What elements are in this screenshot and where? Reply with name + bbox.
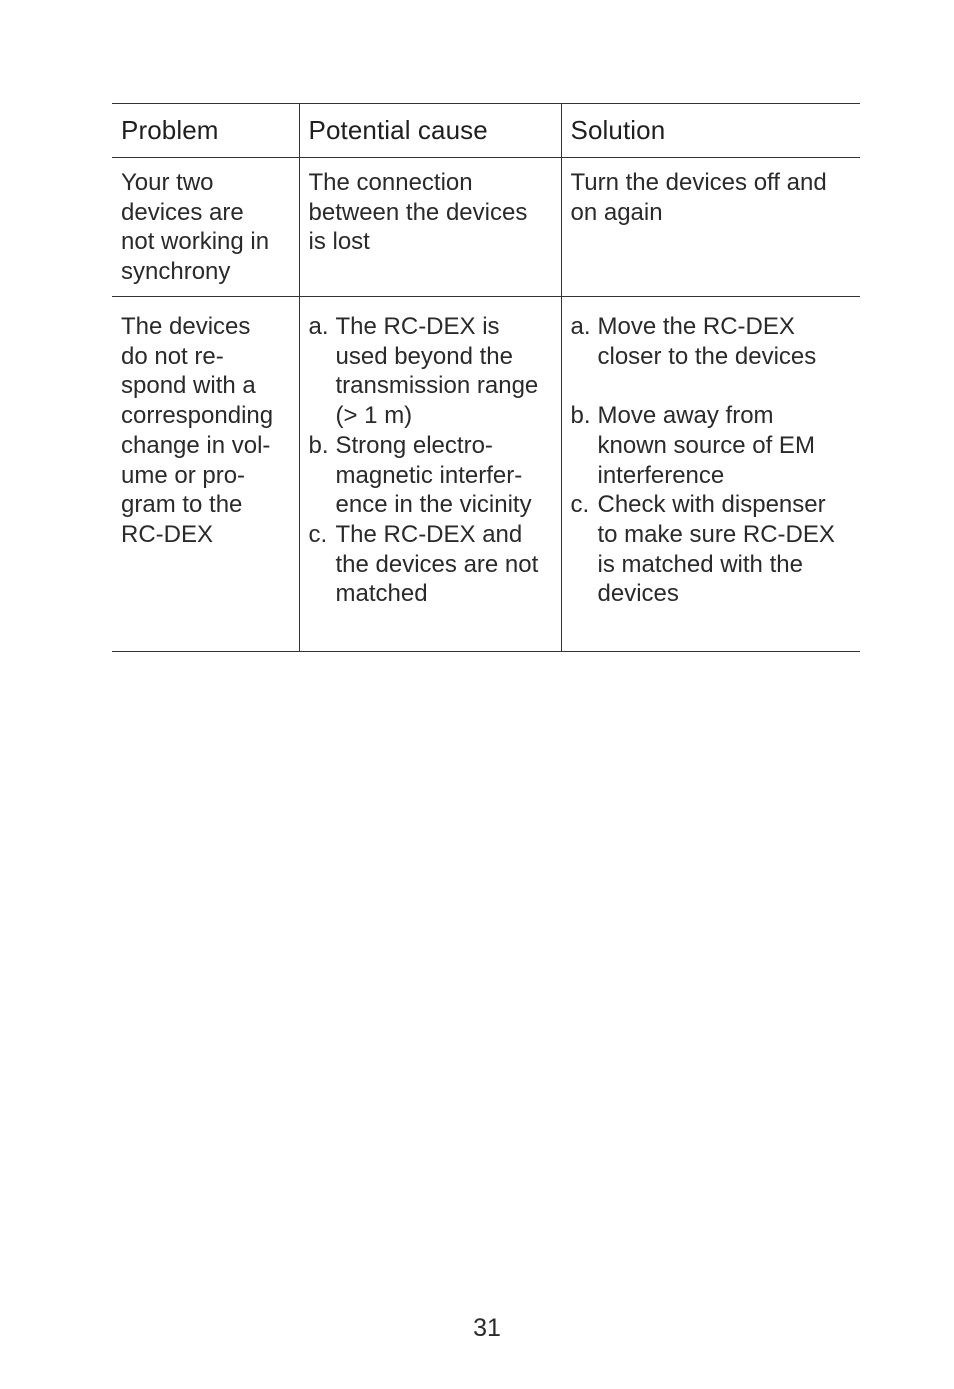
solution-cell [561, 158, 860, 297]
cause-cell [299, 297, 561, 652]
header-problem: Problem [112, 104, 299, 158]
item-letter: b. [570, 402, 591, 430]
solution-cell [561, 297, 860, 652]
item-letter: a. [570, 313, 591, 340]
cause-item-b [309, 431, 553, 520]
problem-text: Your two devices are not working in synchrony [121, 169, 270, 286]
item-letter: b. [308, 431, 329, 459]
problem-cell [112, 158, 299, 297]
item-letter: c. [308, 520, 328, 548]
problem-cell [112, 297, 299, 652]
cause-cell [299, 158, 561, 297]
table-row [112, 297, 860, 652]
cause-item-c [309, 520, 553, 609]
item-text: The RC-DEX is used beyond the transmission range (> 1 m) [335, 313, 539, 430]
item-text: Move away from known source of EM interference [597, 402, 815, 489]
item-text: Check with dispenser to make sure RC-DEX is matched with the devices [597, 491, 835, 608]
solution-text: Turn the devices off and on again [570, 169, 827, 226]
solution-item-c [571, 490, 853, 609]
problem-text: The devices do not re- spond with a corresponding change in vol- ume or pro- gram to the RC-DEX [121, 313, 274, 548]
item-letter: a. [308, 313, 329, 340]
table-header-row [112, 104, 860, 158]
header-potential-cause: Potential cause [299, 104, 561, 158]
solution-item-b [571, 401, 853, 490]
item-text: Strong electro- magnetic interfer- ence in the vicinity [335, 431, 532, 519]
header-solution: Solution [561, 104, 860, 158]
item-letter: c. [570, 491, 590, 519]
solution-item-a [571, 312, 853, 371]
cause-text: The connection between the devices is lost [308, 169, 528, 256]
item-text: Move the RC-DEX closer to the devices [597, 313, 817, 370]
troubleshooting-table [112, 103, 860, 652]
table-row [112, 158, 860, 297]
page-number: 31 [473, 1314, 501, 1342]
item-text: The RC-DEX and the devices are not matched [335, 520, 539, 608]
cause-item-a [309, 312, 553, 431]
